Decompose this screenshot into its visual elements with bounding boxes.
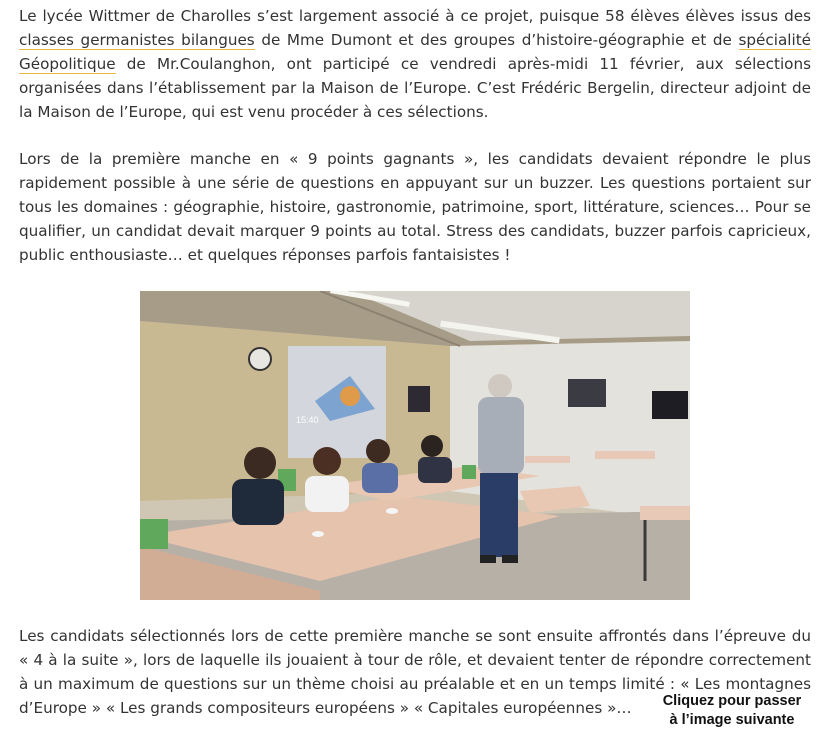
classroom-photo[interactable] — [140, 291, 690, 600]
intro-text-1: Le lycée Wittmer de Charolles s’est largement associé à ce projet, puisque 58 élèves élèves issus des — [19, 7, 811, 25]
intro-text-3: de Mr.Coulanghon, ont participé ce vendredi après-midi 11 février, aux sélections organisées dans l’établissement par la Maison de l’Europe. C’est Frédéric Bergelin, directeur adjoint de la Maison de l’Europe, qui est venu procéder à ces sélections. — [19, 55, 811, 121]
link-specialite-geopolitique[interactable]: spécialité Géopolitique — [19, 31, 812, 73]
next-image-hint-line-2: à l’image suivante — [669, 712, 795, 728]
next-image-hint[interactable] — [657, 692, 807, 730]
intro-text-2: de Mme Dumont et des groupes d’histoire-géographie et de — [254, 31, 739, 49]
paragraph-first-round: Lors de la première manche en « 9 points gagnants », les candidats devaient répondre le plus rapidement possible à une série de questions en appuyant sur un buzzer. Les questions portaient sur tous les domaines : géographie, histoire, gastronomie, patrimoine, sport, littérature, sciences… Pour se qualifier, un candidat devait marquer 9 points au total. Stress des candidats, buzzer parfois capricieux, public enthousiaste… et quelques réponses parfois fantaisistes ! — [19, 150, 811, 264]
link-classes-germanistes-bilangues[interactable]: classes germanistes bilangues — [19, 31, 255, 49]
projector-clock-text: 15:40 — [296, 415, 319, 425]
paragraph-second-round: Les candidats sélectionnés lors de cette première manche se sont ensuite affrontés dans l’épreuve du « 4 à la suite », lors de laquelle ils jouaient à tour de rôle, et devaient tenter de répondre correctement à un maximum de questions sur un thème choisi au préalable et en un temps limité : « Les montagnes d’Europe » « Les grands compositeurs européens » « Capitales européennes »… — [19, 627, 811, 717]
next-image-hint-line-1: Cliquez pour passer — [662, 693, 802, 709]
paragraph-intro — [19, 4, 811, 124]
